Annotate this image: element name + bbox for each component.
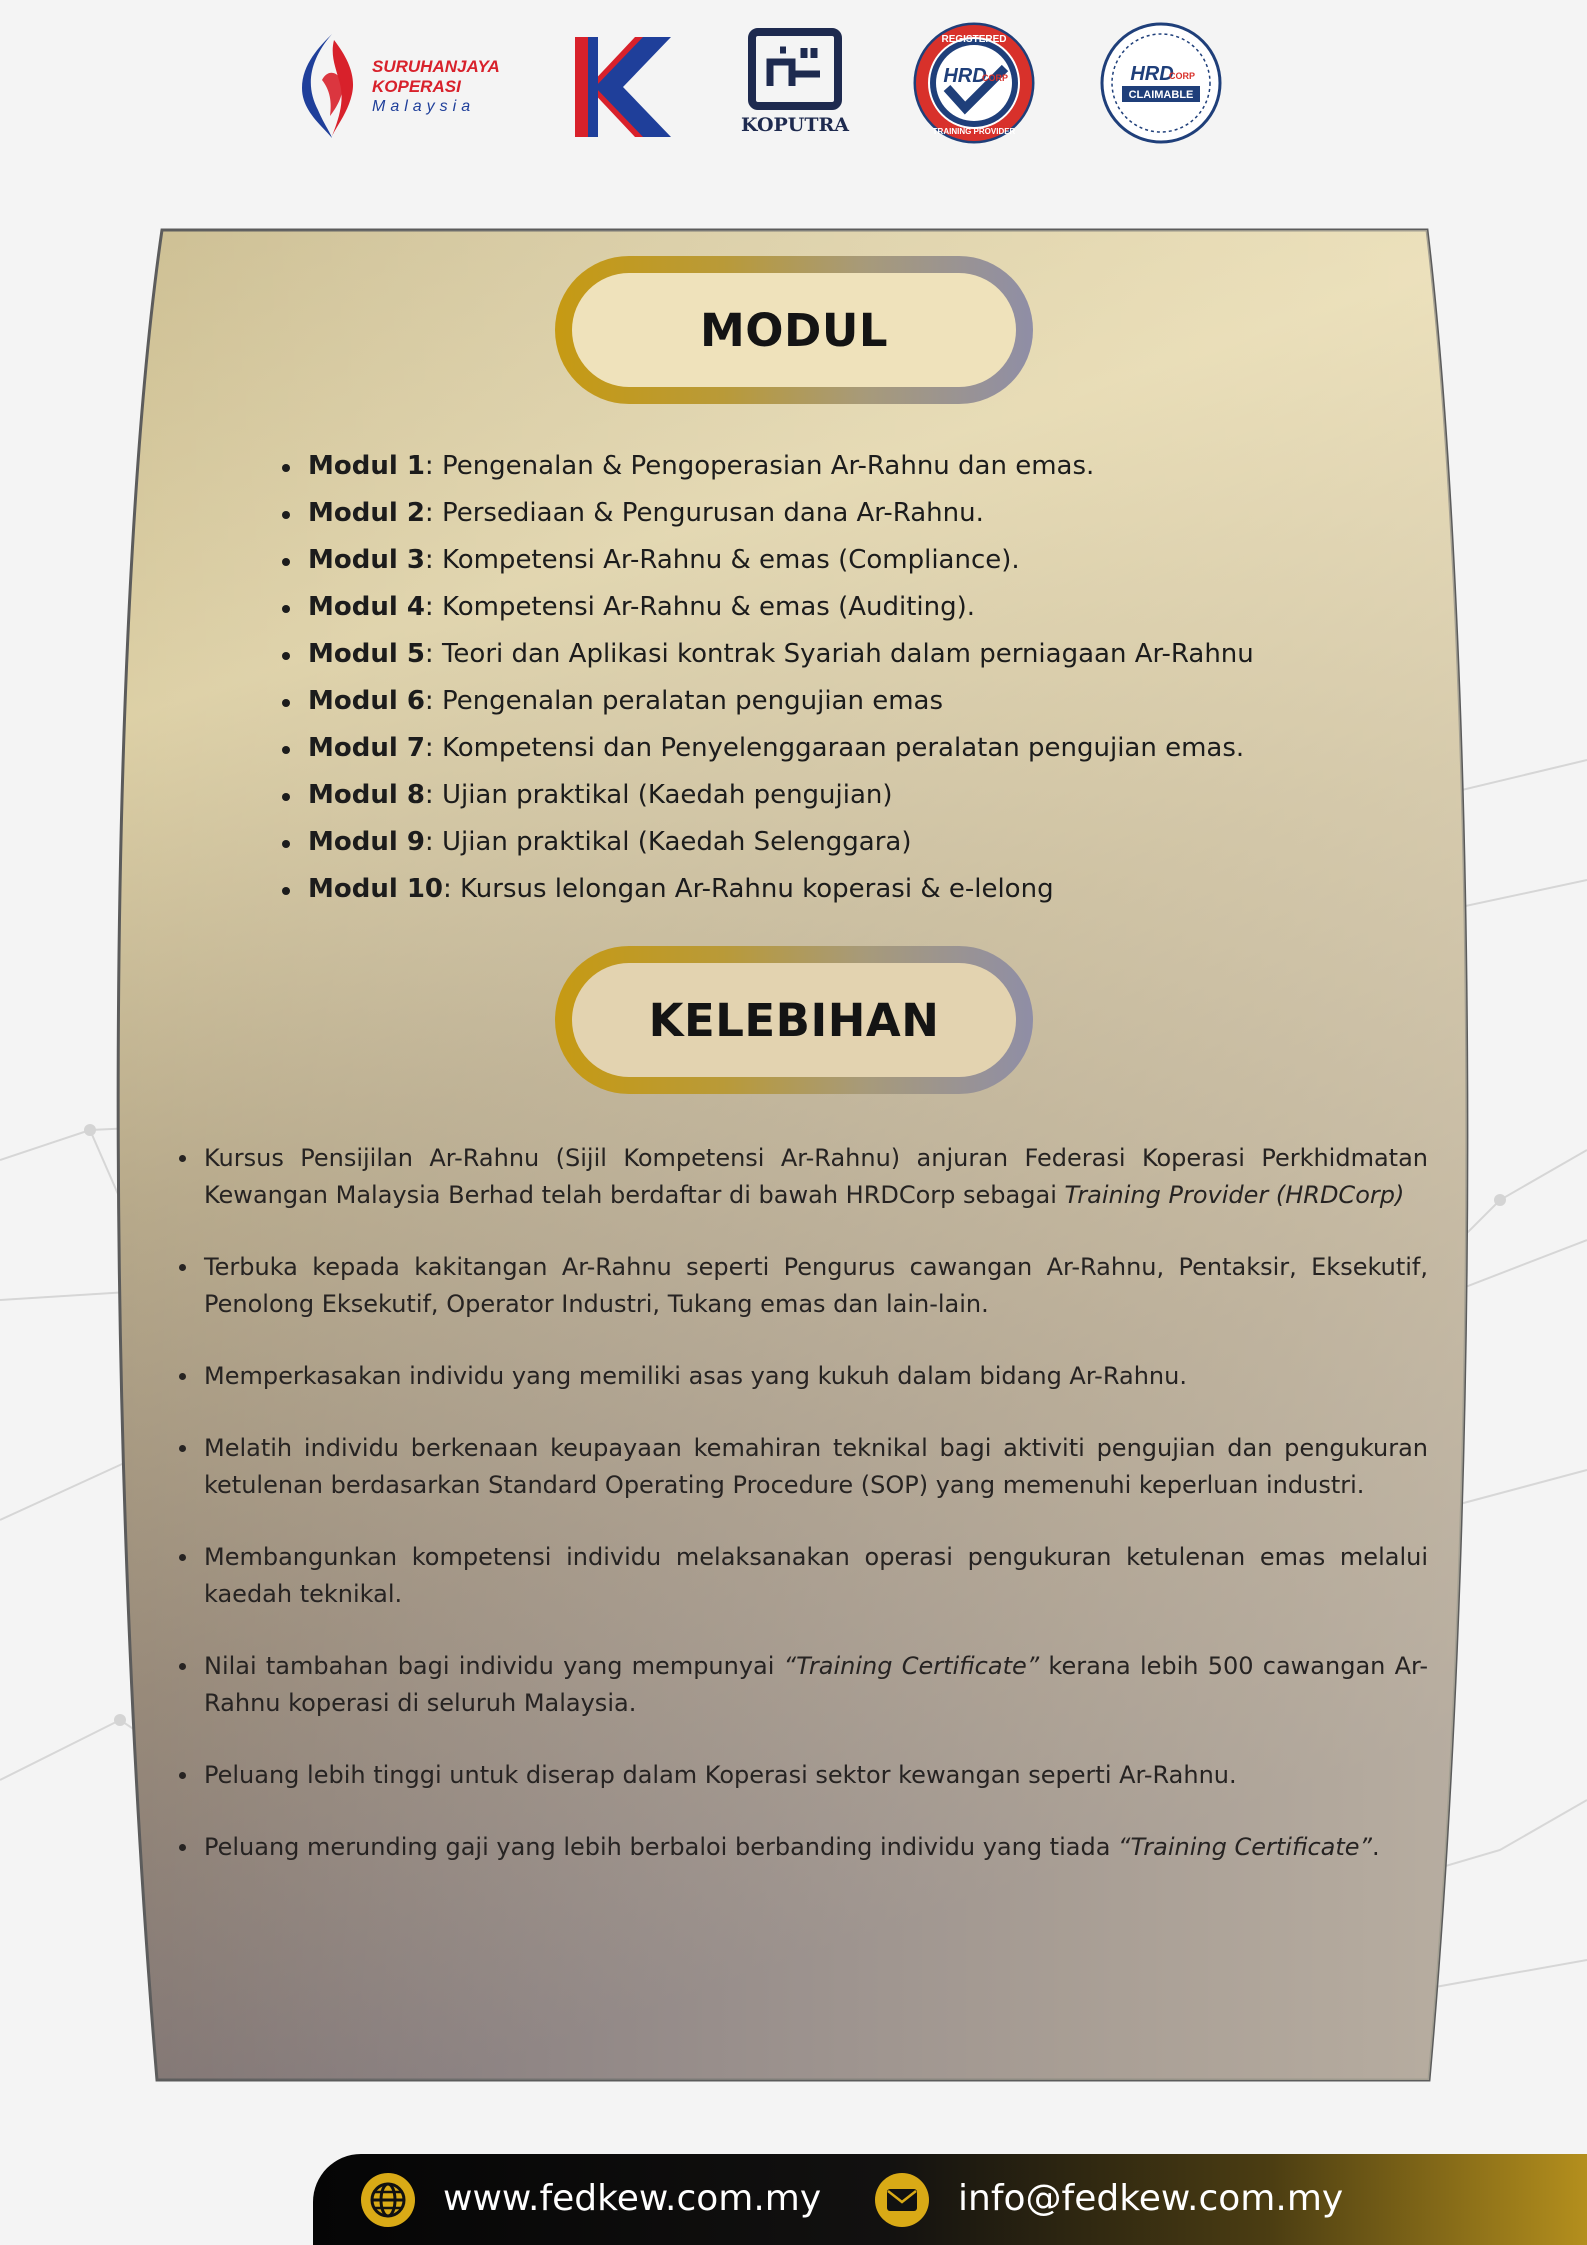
skm-line3: Malaysia [372, 98, 476, 115]
kelebihan-item: Melatih individu berkenaan keupayaan kemahiran teknikal bagi aktiviti pengujian dan pengukuran ketulenan berdasarkan Standard Operating Procedure (SOP) yang memenuhi keperluan industri. [176, 1430, 1428, 1504]
contact-footer [313, 2154, 1587, 2245]
modul-item: Modul 1: Pengenalan & Pengoperasian Ar-Rahnu dan emas. [282, 443, 1382, 490]
skm-flame-icon [300, 32, 364, 142]
modul-item: Modul 7: Kompetensi dan Penyelenggaraan peralatan pengujian emas. [282, 725, 1382, 772]
email-link[interactable]: info@fedkew.com.my [958, 2178, 1344, 2219]
kelebihan-item: Terbuka kepada kakitangan Ar-Rahnu seperti Pengurus cawangan Ar-Rahnu, Pentaksir, Eksekutif, Penolong Eksekutif, Operator Industri, Tukang emas dan lain-lain. [176, 1249, 1428, 1323]
kelebihan-item: Peluang merunding gaji yang lebih berbaloi berbanding individu yang tiada “Training Certificate”. [176, 1829, 1428, 1866]
website-link[interactable]: www.fedkew.com.my [443, 2178, 822, 2219]
koputra-logo [740, 28, 850, 143]
modul-title: MODUL [699, 303, 889, 357]
skm-line2: KOPERASI [372, 77, 461, 96]
globe-icon [361, 2173, 415, 2227]
kelebihan-list [176, 1140, 1428, 1866]
hrd1-brand: HRD [943, 65, 987, 87]
hrd1-brand-suffix: CORP [981, 73, 1009, 83]
hrd1-bottom-text: TRAINING PROVIDER [932, 127, 1016, 136]
hrdcorp-claimable-badge [1100, 22, 1222, 144]
k-logo [573, 35, 673, 140]
modul-section-header [555, 256, 1033, 404]
hrd2-brand-suffix: CORP [1168, 71, 1196, 81]
kelebihan-item: Memperkasakan individu yang memiliki asas yang kukuh dalam bidang Ar-Rahnu. [176, 1358, 1428, 1395]
kelebihan-item: Peluang lebih tinggi untuk diserap dalam Koperasi sektor kewangan seperti Ar-Rahnu. [176, 1757, 1428, 1794]
kelebihan-item: Kursus Pensijilan Ar-Rahnu (Sijil Kompetensi Ar-Rahnu) anjuran Federasi Koperasi Perkhidmatan Kewangan Malaysia Berhad telah berdaftar di bawah HRDCorp sebagai Training Provider (HRDCorp) [176, 1140, 1428, 1214]
kelebihan-title: KELEBIHAN [648, 993, 940, 1047]
modul-item: Modul 3: Kompetensi Ar-Rahnu & emas (Compliance). [282, 537, 1382, 584]
skm-line1: SURUHANJAYA [372, 57, 500, 76]
modul-item: Modul 2: Persediaan & Pengurusan dana Ar-Rahnu. [282, 490, 1382, 537]
hrd2-brand: HRD [1130, 63, 1174, 85]
kelebihan-section-header [555, 946, 1033, 1094]
hrd1-top-text: REGISTERED [941, 34, 1007, 45]
modul-item: Modul 5: Teori dan Aplikasi kontrak Syariah dalam perniagaan Ar-Rahnu [282, 631, 1382, 678]
modul-list [282, 443, 1382, 913]
modul-item: Modul 9: Ujian praktikal (Kaedah Selenggara) [282, 819, 1382, 866]
kelebihan-item: Nilai tambahan bagi individu yang mempunyai “Training Certificate” kerana lebih 500 cawangan Ar-Rahnu koperasi di seluruh Malaysia. [176, 1648, 1428, 1722]
modul-item: Modul 8: Ujian praktikal (Kaedah pengujian) [282, 772, 1382, 819]
modul-item: Modul 4: Kompetensi Ar-Rahnu & emas (Auditing). [282, 584, 1382, 631]
modul-item: Modul 10: Kursus lelongan Ar-Rahnu koperasi & e-lelong [282, 866, 1382, 913]
envelope-icon [875, 2173, 929, 2227]
hrd2-badge: CLAIMABLE [1128, 89, 1194, 101]
hrdcorp-registered-badge [913, 22, 1035, 144]
suruhanjaya-koperasi-logo [300, 32, 500, 142]
modul-item: Modul 6: Pengenalan peralatan pengujian emas [282, 678, 1382, 725]
koputra-label: KOPUTRA [740, 114, 850, 136]
kelebihan-item: Membangunkan kompetensi individu melaksanakan operasi pengukuran ketulenan emas melalui kaedah teknikal. [176, 1539, 1428, 1613]
